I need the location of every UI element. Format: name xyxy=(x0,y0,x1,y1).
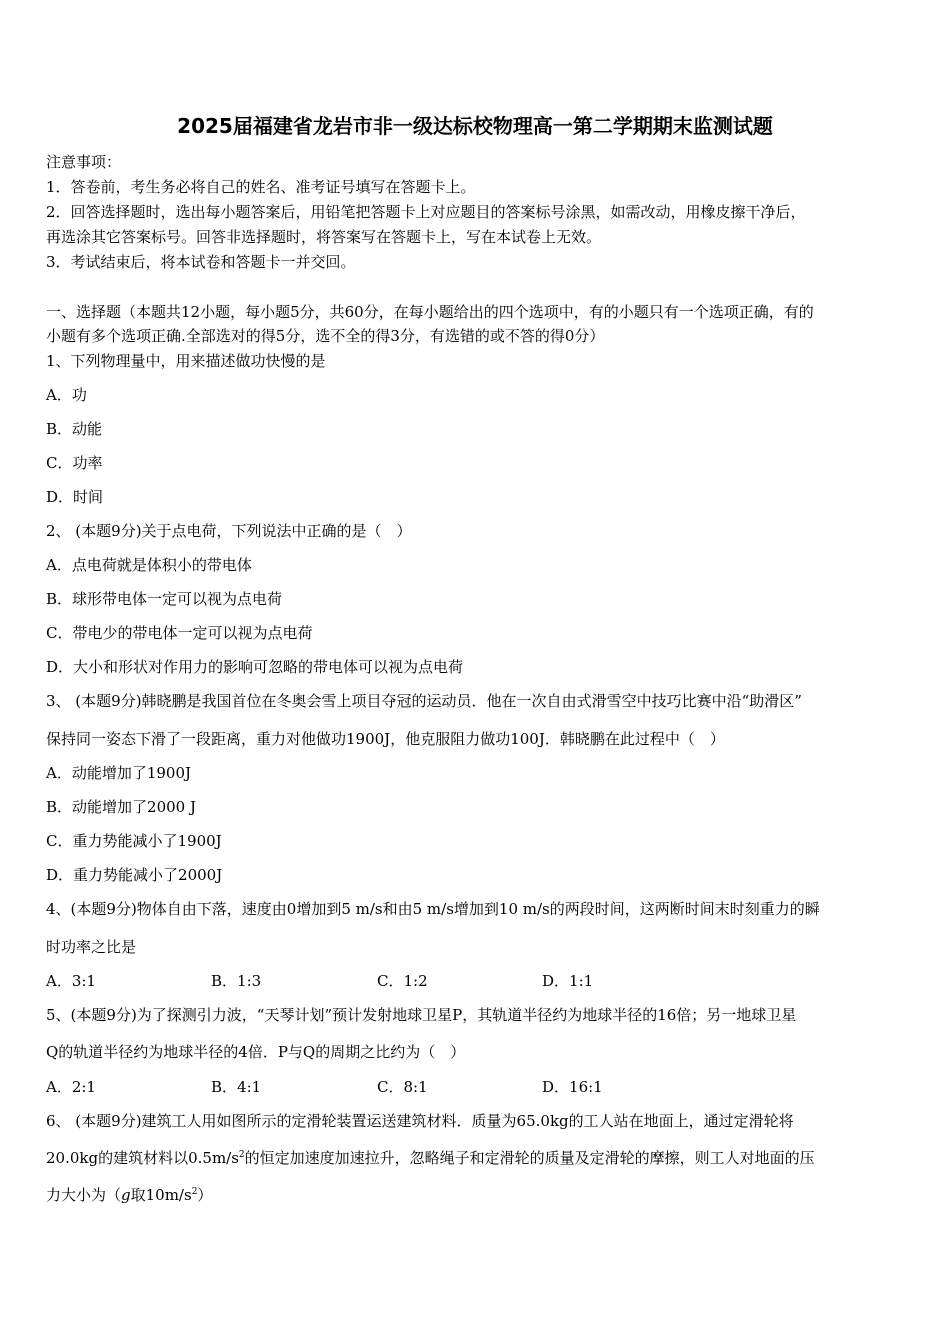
q5-option-b: B．4:1 xyxy=(211,1078,262,1096)
notice-item-2-cont: 再选涂其它答案标号。回答非选择题时，将答案写在答题卡上，写在本试卷上无效。 xyxy=(46,228,602,246)
q1-option-d: D．时间 xyxy=(46,488,104,506)
q6-stem-cont-part1: 20.0kg的建筑材料以0.5m/s xyxy=(46,1149,239,1167)
q4-option-d: D．1:1 xyxy=(542,972,594,990)
q3-option-a: A．动能增加了1900J xyxy=(46,764,192,782)
q1-option-b: B．动能 xyxy=(46,420,103,438)
q1-option-a: A．功 xyxy=(46,386,87,404)
q4-stem-cont: 时功率之比是 xyxy=(46,938,137,956)
notice-item-3: 3．考试结束后，将本试卷和答题卡一并交回。 xyxy=(46,253,356,271)
q4-option-c: C．1:2 xyxy=(377,972,428,990)
q4-option-b: B．1:3 xyxy=(211,972,262,990)
notice-item-2: 2．回答选择题时，选出每小题答案后，用铅笔把答题卡上对应题目的答案标号涂黑，如需改动，用橡皮擦干净后， xyxy=(46,203,806,221)
section-heading-cont: 小题有多个选项正确.全部选对的得5分，选不全的得3分，有选错的或不答的得0分） xyxy=(46,327,605,345)
q6-superscript: 2 xyxy=(238,1150,245,1160)
q6-stem-end-part2: 取10m/s xyxy=(130,1186,192,1204)
q3-option-c: C．重力势能减小了1900J xyxy=(46,832,222,850)
notice-heading: 注意事项： xyxy=(46,153,122,171)
q3-option-b: B．动能增加了2000 J xyxy=(46,798,196,816)
page-title: 2025届福建省龙岩市非一级达标校物理高一第二学期期末监测试题 xyxy=(177,114,773,138)
q5-option-a: A．2:1 xyxy=(46,1078,96,1096)
q1-option-c: C．功率 xyxy=(46,454,103,472)
q6-stem: 6、 (本题9分)建筑工人用如图所示的定滑轮装置运送建筑材料．质量为65.0kg的工人站在地面上，通过定滑轮将 xyxy=(46,1112,794,1130)
q3-stem: 3、 (本题9分)韩晓鹏是我国首位在冬奥会雪上项目夺冠的运动员．他在一次自由式滑雪空中技巧比赛中沿“助滑区” xyxy=(46,692,802,710)
q5-stem: 5、(本题9分)为了探测引力波，“天琴计划”预计发射地球卫星P，其轨道半径约为地球半径的16倍；另一地球卫星 xyxy=(46,1006,797,1024)
q5-option-c: C．8:1 xyxy=(377,1078,428,1096)
q6-stem-end-part3: ） xyxy=(197,1186,213,1204)
notice-item-1: 1．答卷前，考生务必将自己的姓名、准考证号填写在答题卡上。 xyxy=(46,178,476,196)
q5-option-d: D．16:1 xyxy=(542,1078,603,1096)
q3-stem-cont: 保持同一姿态下滑了一段距离，重力对他做功1900J，他克服阻力做功100J．韩晓鹏在此过程中（ ） xyxy=(46,730,725,748)
q6-stem-cont xyxy=(46,1148,916,1168)
q2-stem: 2、 (本题9分)关于点电荷，下列说法中正确的是（ ） xyxy=(46,522,412,540)
q4-stem: 4、(本题9分)物体自由下落，速度由0增加到5 m/s和由5 m/s增加到10 m/s的两段时间，这两断时间末时刻重力的瞬 xyxy=(46,900,820,918)
q2-option-c: C．带电少的带电体一定可以视为点电荷 xyxy=(46,624,313,642)
section-heading: 一、选择题（本题共12小题，每小题5分，共60分，在每小题给出的四个选项中，有的小题只有一个选项正确，有的 xyxy=(46,303,814,321)
q2-option-d: D．大小和形状对作用力的影响可忽略的带电体可以视为点电荷 xyxy=(46,658,464,676)
q6-superscript-2: 2 xyxy=(191,1187,198,1197)
q2-option-a: A．点电荷就是体积小的带电体 xyxy=(46,556,252,574)
q6-stem-end-part1: 力大小为（ xyxy=(46,1186,122,1204)
q6-stem-end xyxy=(46,1185,916,1205)
q1-stem: 1、下列物理量中，用来描述做功快慢的是 xyxy=(46,352,326,370)
q6-gravity-symbol: g xyxy=(121,1186,131,1204)
q3-option-d: D．重力势能减小了2000J xyxy=(46,866,223,884)
q5-stem-cont: Q的轨道半径约为地球半径的4倍．P与Q的周期之比约为（ ） xyxy=(46,1043,466,1061)
q4-option-a: A．3:1 xyxy=(46,972,96,990)
q6-stem-cont-part2: 的恒定加速度加速拉升，忽略绳子和定滑轮的质量及定滑轮的摩擦，则工人对地面的压 xyxy=(244,1149,815,1167)
q2-option-b: B．球形带电体一定可以视为点电荷 xyxy=(46,590,283,608)
